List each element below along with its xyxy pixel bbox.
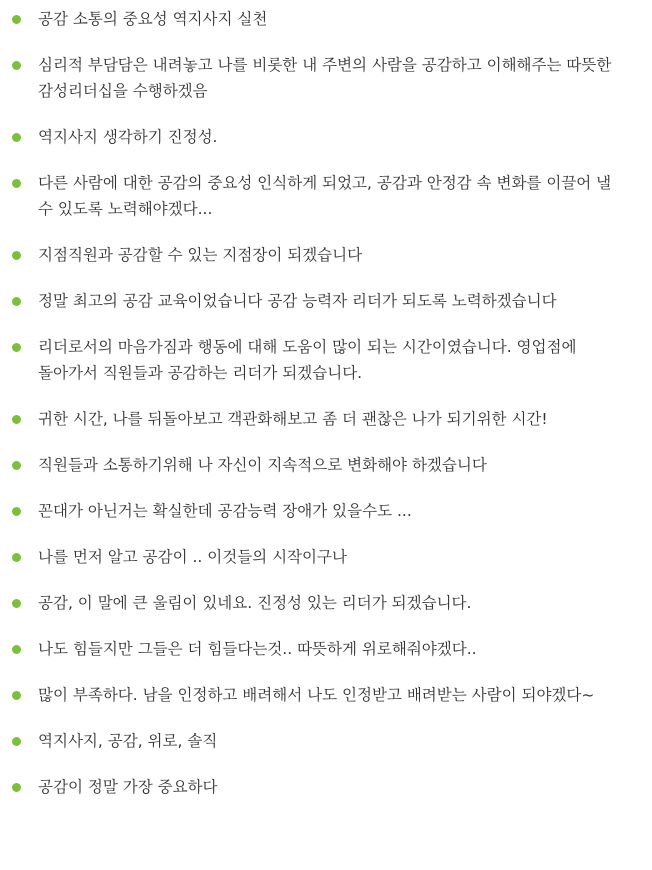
bullet-icon [12, 133, 21, 142]
bullet-icon [12, 599, 21, 608]
bullet-icon [12, 343, 21, 352]
list-item [12, 682, 630, 708]
comment-text: 정말 최고의 공감 교육이었습니다 공감 능력자 리더가 되도록 노력하겠습니다 [38, 292, 557, 310]
bullet-icon [12, 415, 21, 424]
comment-text: 귀한 시간, 나를 뒤돌아보고 객관화해보고 좀 더 괜찮은 나가 되기위한 시간! [38, 410, 548, 428]
bullet-icon [12, 179, 21, 188]
list-item [12, 6, 630, 32]
comment-text: 역지사지, 공감, 위로, 솔직 [38, 732, 218, 750]
list-item [12, 124, 630, 150]
list-item [12, 334, 630, 386]
list-item [12, 52, 630, 104]
bullet-icon [12, 251, 21, 260]
bullet-icon [12, 645, 21, 654]
bullet-icon [12, 553, 21, 562]
list-item [12, 170, 630, 222]
bullet-icon [12, 691, 21, 700]
comment-text: 지점직원과 공감할 수 있는 지점장이 되겠습니다 [38, 246, 363, 264]
comment-text: 공감이 정말 가장 중요하다 [38, 778, 218, 796]
bullet-icon [12, 507, 21, 516]
list-item [12, 452, 630, 478]
bullet-icon [12, 61, 21, 70]
comment-text: 심리적 부담담은 내려놓고 나를 비롯한 내 주변의 사람을 공감하고 이해해주는 따뜻한 감성리더십을 수행하겠음 [38, 56, 612, 100]
bullet-icon [12, 461, 21, 470]
list-item [12, 636, 630, 662]
list-item [12, 774, 630, 800]
bullet-icon [12, 15, 21, 24]
list-item [12, 406, 630, 432]
list-item [12, 242, 630, 268]
comment-text: 직원들과 소통하기위해 나 자신이 지속적으로 변화해야 하겠습니다 [38, 456, 487, 474]
bullet-icon [12, 737, 21, 746]
bullet-icon [12, 297, 21, 306]
bullet-icon [12, 783, 21, 792]
comment-text: 많이 부족하다. 남을 인정하고 배려해서 나도 인정받고 배려받는 사람이 되야겠다~ [38, 686, 595, 704]
list-item [12, 728, 630, 754]
list-item [12, 544, 630, 570]
comment-text: 꼰대가 아닌거는 확실한데 공감능력 장애가 있을수도 ... [38, 502, 412, 520]
list-item [12, 288, 630, 314]
comment-text: 다른 사람에 대한 공감의 중요성 인식하게 되었고, 공감과 안정감 속 변화를 이끌어 낼 수 있도록 노력해야겠다... [38, 174, 612, 218]
comment-text: 공감 소통의 중요성 역지사지 실천 [38, 10, 268, 28]
list-item [12, 498, 630, 524]
comment-text: 역지사지 생각하기 진정성. [38, 128, 218, 146]
list-item [12, 590, 630, 616]
comment-text: 리더로서의 마음가짐과 행동에 대해 도움이 많이 되는 시간이였습니다. 영업점에 돌아가서 직원들과 공감하는 리더가 되겠습니다. [38, 338, 577, 382]
comment-text: 나도 힘들지만 그들은 더 힘들다는것.. 따뜻하게 위로해줘야겠다.. [38, 640, 477, 658]
comment-text: 공감, 이 말에 큰 울림이 있네요. 진정성 있는 리더가 되겠습니다. [38, 594, 472, 612]
comment-text: 나를 먼저 알고 공감이 .. 이것들의 시작이구나 [38, 548, 347, 566]
